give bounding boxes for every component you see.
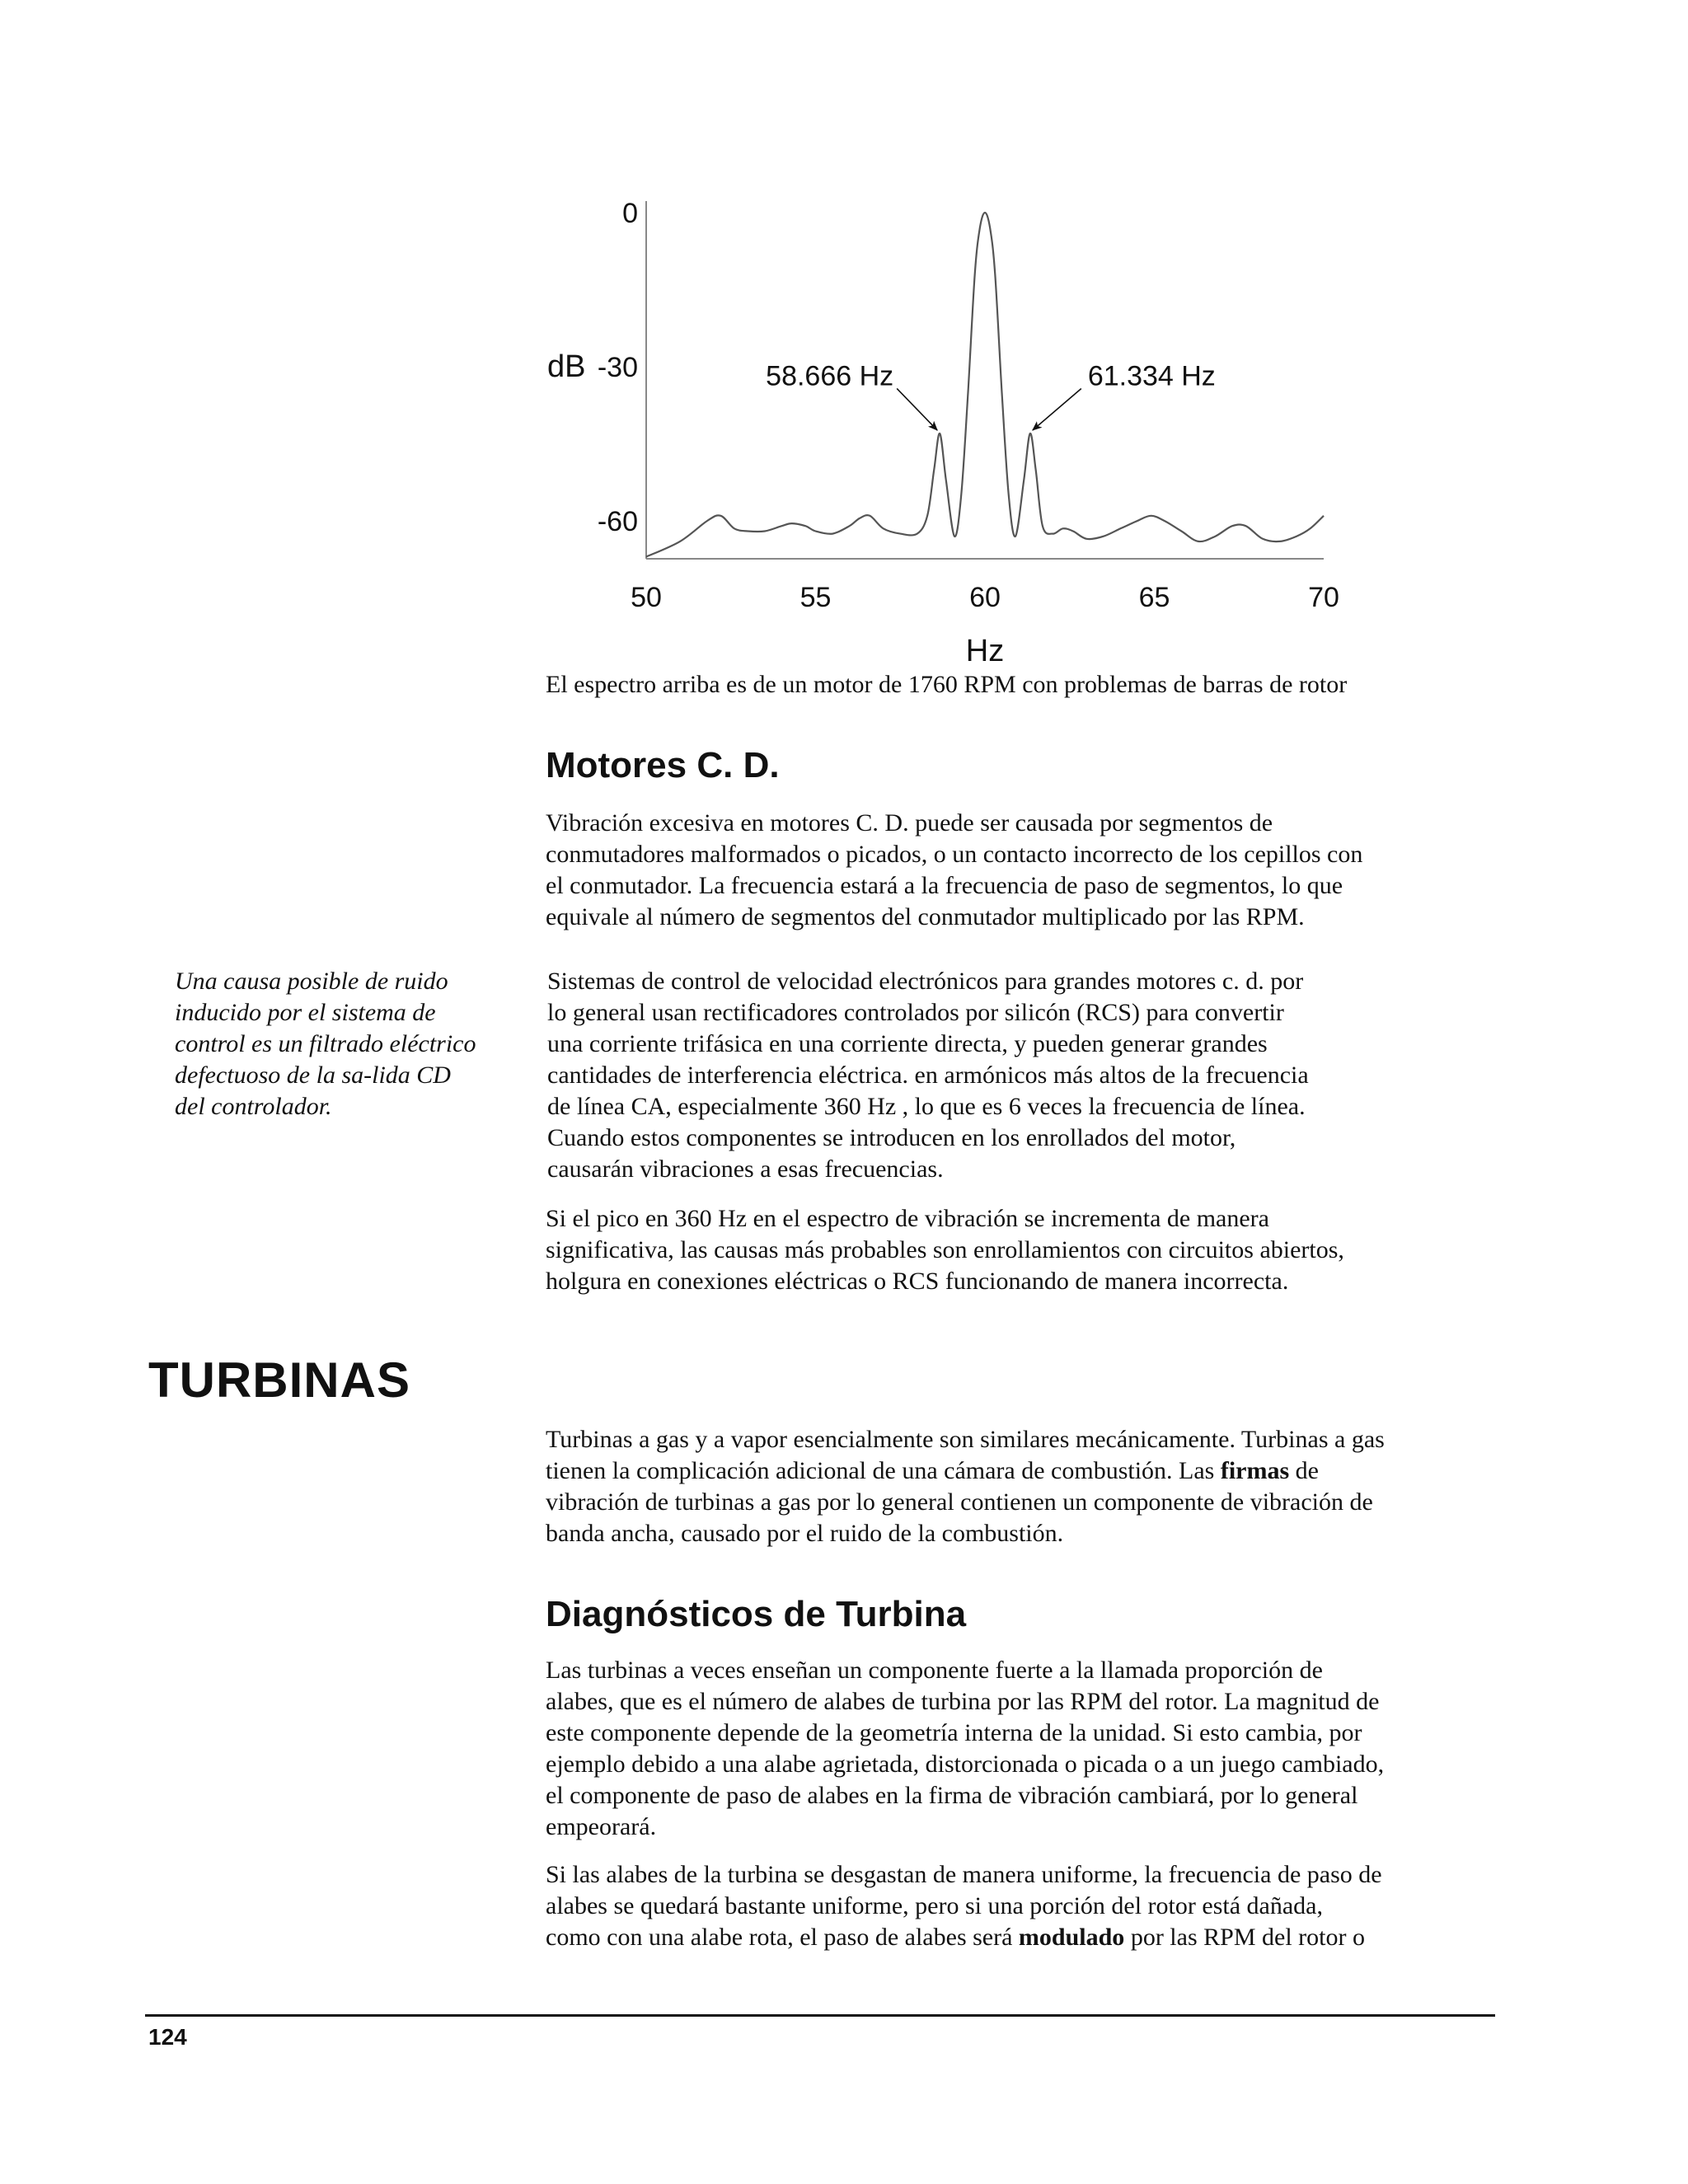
heading-motores-cd: Motores C. D. (546, 745, 780, 785)
note-line: control es un filtrado eléctrico (175, 1030, 476, 1057)
page-number: 124 (148, 2024, 187, 2050)
y-axis-label: dB (547, 349, 586, 384)
text-span: como con una alabe rota, el paso de alabes será (546, 1924, 1019, 1951)
y-tick-label: -60 (597, 506, 638, 537)
paragraph-dc-control (547, 966, 1309, 1185)
text-line: Vibración excesiva en motores C. D. puede ser causada por segmentos de (546, 809, 1273, 837)
text-line: Si el pico en 360 Hz en el espectro de vibración se incrementa de manera (546, 1205, 1269, 1232)
chart-caption: El espectro arriba es de un motor de 1760 RPM con problemas de barras de rotor (546, 671, 1348, 698)
text-line: el componente de paso de alabes en la firma de vibración cambiará, por lo general (546, 1782, 1358, 1809)
text-line: este componente depende de la geometría interna de la unidad. Si esto cambia, por (546, 1719, 1362, 1746)
paragraph-dc-360hz (546, 1203, 1344, 1297)
bold-term-firmas: firmas (1220, 1457, 1290, 1484)
text-line: significativa, las causas más probables son enrollamientos con circuitos abiertos, (546, 1236, 1344, 1263)
paragraph-diag-1 (546, 1655, 1384, 1843)
spectrum-chart (495, 181, 1401, 676)
text-line (546, 1455, 1385, 1487)
text-line (546, 1922, 1382, 1953)
text-line: cantidades de interferencia eléctrica. en armónicos más altos de la frecuencia (547, 1062, 1309, 1089)
text-line: conmutadores malformados o picados, o un contacto incorrecto de los cepillos con (546, 841, 1363, 868)
note-line: inducido por el sistema de (175, 999, 436, 1026)
text-line: alabes se quedará bastante uniforme, pero si una porción del rotor está dañada, (546, 1892, 1323, 1919)
text-line: Si las alabes de la turbina se desgastan de manera uniforme, la frecuencia de paso de (546, 1861, 1382, 1888)
text-line: ejemplo debido a una alabe agrietada, distorcionada o picada o a un juego cambiado, (546, 1750, 1385, 1778)
chart-annotations (766, 360, 1216, 430)
text-line: lo general usan rectificadores controlados por silicón (RCS) para convertir (547, 999, 1284, 1026)
text-line: holgura en conexiones eléctricas o RCS funcionando de manera incorrecta. (546, 1268, 1289, 1295)
peak-annotation-label: 58.666 Hz (766, 360, 894, 392)
text-line: una corriente trifásica en una corriente directa, y pueden generar grandes (547, 1030, 1268, 1057)
text-line: Turbinas a gas y a vapor esencialmente son similares mecánicamente. Turbinas a gas (546, 1426, 1385, 1453)
chart-ticks (598, 198, 1339, 613)
x-axis-label: Hz (965, 634, 1005, 668)
y-tick-label: 0 (622, 198, 638, 229)
text-line: vibración de turbinas a gas por lo general contienen un componente de vibración de (546, 1488, 1373, 1516)
note-line: Una causa posible de ruido (175, 968, 448, 995)
text-line: el conmutador. La frecuencia estará a la frecuencia de paso de segmentos, lo que (546, 872, 1343, 899)
spectrum-line (646, 213, 1324, 557)
x-tick-label: 55 (799, 582, 832, 613)
paragraph-diag-2 (546, 1859, 1382, 1953)
heading-turbinas: TURBINAS (148, 1352, 410, 1408)
text-line: Cuando estos componentes se introducen en los enrollados del motor, (547, 1124, 1236, 1151)
text-line: empeorará. (546, 1813, 657, 1840)
text-line: banda ancha, causado por el ruido de la combustión. (546, 1520, 1064, 1547)
text-span: por las RPM del rotor o (1124, 1924, 1365, 1951)
peak-annotation-arrow (897, 388, 937, 430)
text-line: alabes, que es el número de alabes de turbina por las RPM del rotor. La magnitud de (546, 1688, 1380, 1715)
x-tick-label: 70 (1308, 582, 1339, 613)
bold-term-modulado: modulado (1018, 1924, 1125, 1951)
note-line: defectuoso de la sa-lida CD (175, 1062, 451, 1089)
note-line: del controlador. (175, 1093, 332, 1120)
text-span: tienen la complicación adicional de una cámara de combustión. Las (546, 1457, 1221, 1484)
paragraph-turbinas-intro (546, 1424, 1385, 1549)
text-span: de (1289, 1457, 1319, 1484)
peak-annotation-label: 61.334 Hz (1087, 360, 1216, 392)
text-line: Las turbinas a veces enseñan un componente fuerte a la llamada proporción de (546, 1657, 1323, 1684)
peak-annotation-arrow (1033, 388, 1081, 430)
text-line: Sistemas de control de velocidad electrónicos para grandes motores c. d. por (547, 968, 1304, 995)
text-line: de línea CA, especialmente 360 Hz , lo que es 6 veces la frecuencia de línea. (547, 1093, 1306, 1120)
chart-axes (646, 201, 1324, 559)
margin-note (175, 966, 476, 1122)
x-tick-label: 65 (1138, 582, 1170, 613)
x-tick-label: 60 (969, 582, 1001, 613)
text-line: causarán vibraciones a esas frecuencias. (547, 1155, 944, 1183)
paragraph-dc-intro (546, 808, 1362, 933)
y-tick-label: -30 (597, 352, 638, 383)
footer-rule (145, 2014, 1495, 2017)
heading-diagnosticos: Diagnósticos de Turbina (546, 1594, 967, 1634)
x-tick-label: 50 (631, 582, 662, 613)
text-line: equivale al número de segmentos del conmutador multiplicado por las RPM. (546, 903, 1305, 930)
